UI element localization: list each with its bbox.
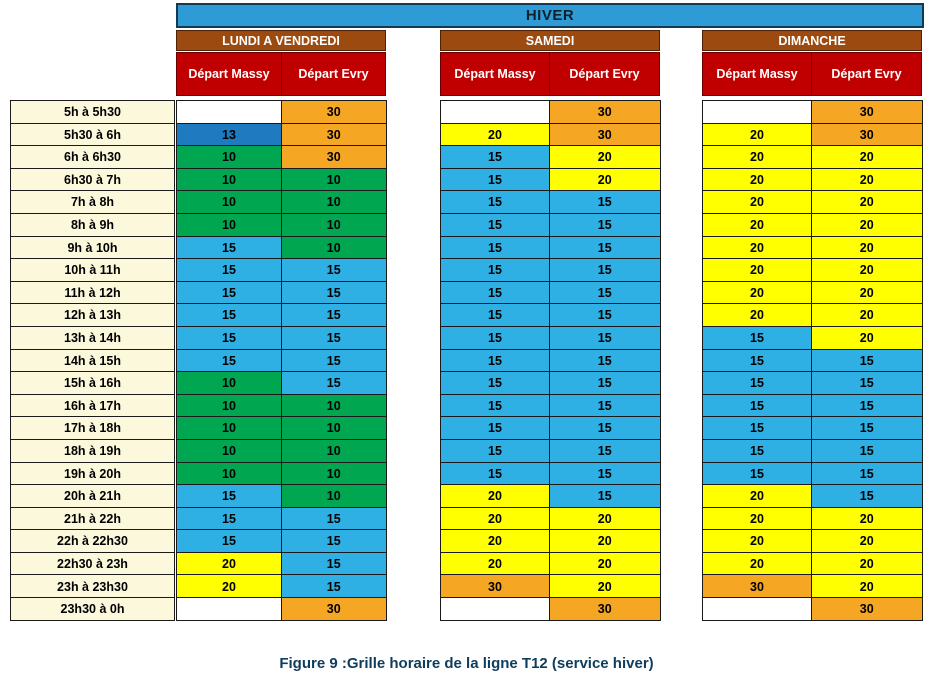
frequency-cell: 15 xyxy=(281,326,388,350)
frequency-cell: 20 xyxy=(811,529,924,553)
frequency-cell: 10 xyxy=(176,168,282,192)
frequency-cell: 15 xyxy=(281,303,388,327)
frequency-cell: 15 xyxy=(549,303,662,327)
frequency-cell: 15 xyxy=(440,394,550,418)
time-slot-label: 22h à 22h30 xyxy=(10,529,175,553)
frequency-cell: 30 xyxy=(440,574,550,598)
time-slot-label: 22h30 à 23h xyxy=(10,552,175,576)
frequency-cell: 15 xyxy=(702,394,812,418)
frequency-cell: 20 xyxy=(702,303,812,327)
time-slot-column xyxy=(10,100,175,621)
frequency-cell: 10 xyxy=(176,213,282,237)
frequency-cell: 10 xyxy=(176,371,282,395)
frequency-cell xyxy=(176,100,282,124)
frequency-cell: 20 xyxy=(702,484,812,508)
time-slot-label: 7h à 8h xyxy=(10,190,175,214)
frequency-cell xyxy=(440,100,550,124)
frequency-cell: 15 xyxy=(440,416,550,440)
frequency-cell: 15 xyxy=(440,258,550,282)
frequency-cell: 20 xyxy=(702,258,812,282)
frequency-cell: 20 xyxy=(549,507,662,531)
frequency-cell: 15 xyxy=(176,303,282,327)
frequency-cell: 20 xyxy=(440,484,550,508)
frequency-cell: 20 xyxy=(549,145,662,169)
frequency-cell: 30 xyxy=(702,574,812,598)
time-slot-label: 20h à 21h xyxy=(10,484,175,508)
frequency-cell: 15 xyxy=(549,484,662,508)
frequency-cell xyxy=(702,597,812,621)
time-slot-label: 17h à 18h xyxy=(10,416,175,440)
frequency-cell: 10 xyxy=(281,213,388,237)
frequency-cell: 20 xyxy=(549,529,662,553)
frequency-cell: 15 xyxy=(176,281,282,305)
group-header-saturday: SAMEDI xyxy=(440,30,660,51)
frequency-cell: 20 xyxy=(440,123,550,147)
frequency-cell: 10 xyxy=(281,416,388,440)
frequency-cell: 15 xyxy=(176,484,282,508)
grid-sunday xyxy=(702,100,923,621)
frequency-cell: 10 xyxy=(176,394,282,418)
time-slot-label: 13h à 14h xyxy=(10,326,175,350)
group-header-sunday: DIMANCHE xyxy=(702,30,922,51)
frequency-cell: 15 xyxy=(549,462,662,486)
frequency-cell: 10 xyxy=(176,190,282,214)
time-slot-label: 6h à 6h30 xyxy=(10,145,175,169)
time-slot-label: 10h à 11h xyxy=(10,258,175,282)
frequency-column xyxy=(176,100,282,621)
col-header-saturday-massy: Départ Massy xyxy=(440,52,550,96)
frequency-cell: 15 xyxy=(811,462,924,486)
frequency-cell: 15 xyxy=(549,236,662,260)
frequency-cell: 30 xyxy=(281,145,388,169)
frequency-cell xyxy=(702,100,812,124)
frequency-cell: 10 xyxy=(281,439,388,463)
frequency-cell: 10 xyxy=(281,168,388,192)
frequency-cell: 20 xyxy=(811,326,924,350)
frequency-column xyxy=(550,100,661,621)
frequency-cell: 20 xyxy=(811,190,924,214)
frequency-cell: 15 xyxy=(549,371,662,395)
frequency-column xyxy=(440,100,550,621)
frequency-cell: 10 xyxy=(281,190,388,214)
frequency-cell: 20 xyxy=(702,507,812,531)
frequency-cell: 15 xyxy=(440,213,550,237)
frequency-cell: 20 xyxy=(811,574,924,598)
frequency-cell: 15 xyxy=(440,371,550,395)
frequency-cell: 30 xyxy=(281,123,388,147)
frequency-cell: 20 xyxy=(702,213,812,237)
frequency-cell: 15 xyxy=(176,507,282,531)
frequency-cell: 10 xyxy=(176,462,282,486)
frequency-cell: 20 xyxy=(811,258,924,282)
time-slot-label: 9h à 10h xyxy=(10,236,175,260)
frequency-cell: 15 xyxy=(811,439,924,463)
frequency-cell: 30 xyxy=(281,100,388,124)
frequency-cell: 15 xyxy=(440,462,550,486)
frequency-cell: 20 xyxy=(811,281,924,305)
frequency-cell: 30 xyxy=(811,123,924,147)
frequency-cell: 15 xyxy=(440,303,550,327)
frequency-cell: 15 xyxy=(176,326,282,350)
time-slot-label: 5h à 5h30 xyxy=(10,100,175,124)
frequency-cell: 15 xyxy=(702,462,812,486)
time-slot-label: 19h à 20h xyxy=(10,462,175,486)
frequency-cell: 15 xyxy=(702,326,812,350)
frequency-cell: 30 xyxy=(549,123,662,147)
frequency-cell: 15 xyxy=(811,484,924,508)
frequency-cell: 30 xyxy=(549,100,662,124)
frequency-cell: 15 xyxy=(811,394,924,418)
frequency-cell: 10 xyxy=(281,484,388,508)
time-slot-label: 18h à 19h xyxy=(10,439,175,463)
frequency-cell: 15 xyxy=(281,258,388,282)
frequency-cell: 10 xyxy=(281,236,388,260)
frequency-cell: 15 xyxy=(549,439,662,463)
frequency-cell: 15 xyxy=(549,213,662,237)
frequency-column xyxy=(812,100,923,621)
frequency-cell: 20 xyxy=(176,574,282,598)
frequency-cell: 20 xyxy=(440,552,550,576)
frequency-cell: 15 xyxy=(176,258,282,282)
group-header-weekday: LUNDI A VENDREDI xyxy=(176,30,386,51)
frequency-cell: 15 xyxy=(440,439,550,463)
frequency-cell: 15 xyxy=(176,349,282,373)
frequency-cell: 15 xyxy=(811,349,924,373)
frequency-cell: 10 xyxy=(281,462,388,486)
frequency-cell: 15 xyxy=(281,574,388,598)
frequency-cell: 15 xyxy=(440,168,550,192)
frequency-cell: 15 xyxy=(702,439,812,463)
frequency-cell: 20 xyxy=(811,552,924,576)
frequency-cell: 15 xyxy=(440,236,550,260)
frequency-cell: 15 xyxy=(549,394,662,418)
col-header-sunday-evry: Départ Evry xyxy=(811,52,922,96)
time-slot-label: 16h à 17h xyxy=(10,394,175,418)
frequency-cell: 15 xyxy=(702,416,812,440)
frequency-cell: 15 xyxy=(549,349,662,373)
time-slot-label: 12h à 13h xyxy=(10,303,175,327)
frequency-cell: 15 xyxy=(281,529,388,553)
frequency-cell: 15 xyxy=(702,371,812,395)
time-slot-label: 11h à 12h xyxy=(10,281,175,305)
frequency-cell: 13 xyxy=(176,123,282,147)
frequency-column xyxy=(282,100,387,621)
time-slot-label: 6h30 à 7h xyxy=(10,168,175,192)
frequency-cell: 20 xyxy=(702,168,812,192)
time-slot-label: 23h à 23h30 xyxy=(10,574,175,598)
frequency-cell: 15 xyxy=(440,281,550,305)
frequency-cell: 15 xyxy=(549,258,662,282)
frequency-cell: 15 xyxy=(176,529,282,553)
frequency-cell: 10 xyxy=(176,416,282,440)
season-banner: HIVER xyxy=(176,3,924,28)
col-header-weekday-massy: Départ Massy xyxy=(176,52,282,96)
frequency-cell: 30 xyxy=(281,597,388,621)
frequency-cell: 20 xyxy=(811,168,924,192)
frequency-cell: 20 xyxy=(811,303,924,327)
grid-weekday xyxy=(176,100,387,621)
time-slot-label: 8h à 9h xyxy=(10,213,175,237)
frequency-cell: 10 xyxy=(281,394,388,418)
figure-caption: Figure 9 :Grille horaire de la ligne T12 (service hiver) xyxy=(279,655,654,672)
time-slot-label: 5h30 à 6h xyxy=(10,123,175,147)
frequency-cell: 15 xyxy=(549,416,662,440)
frequency-cell: 30 xyxy=(811,597,924,621)
frequency-cell: 20 xyxy=(549,552,662,576)
frequency-cell: 15 xyxy=(811,416,924,440)
frequency-cell: 30 xyxy=(549,597,662,621)
frequency-cell: 15 xyxy=(440,349,550,373)
frequency-cell: 10 xyxy=(176,145,282,169)
frequency-cell: 15 xyxy=(440,326,550,350)
frequency-column xyxy=(702,100,812,621)
frequency-cell: 15 xyxy=(281,281,388,305)
frequency-cell xyxy=(440,597,550,621)
frequency-cell: 20 xyxy=(702,281,812,305)
frequency-cell: 20 xyxy=(811,236,924,260)
time-slot-label: 21h à 22h xyxy=(10,507,175,531)
frequency-cell: 20 xyxy=(549,168,662,192)
col-header-weekday-evry: Départ Evry xyxy=(281,52,386,96)
time-slot-label: 14h à 15h xyxy=(10,349,175,373)
time-slot-label: 23h30 à 0h xyxy=(10,597,175,621)
frequency-cell: 20 xyxy=(702,529,812,553)
frequency-cell: 15 xyxy=(281,349,388,373)
frequency-cell: 20 xyxy=(702,145,812,169)
frequency-cell: 30 xyxy=(811,100,924,124)
frequency-cell: 20 xyxy=(549,574,662,598)
frequency-cell: 15 xyxy=(176,236,282,260)
frequency-cell: 15 xyxy=(549,326,662,350)
frequency-cell: 15 xyxy=(549,190,662,214)
frequency-cell: 20 xyxy=(440,507,550,531)
frequency-cell: 20 xyxy=(811,213,924,237)
frequency-cell xyxy=(176,597,282,621)
frequency-cell: 15 xyxy=(440,190,550,214)
col-header-saturday-evry: Départ Evry xyxy=(549,52,660,96)
frequency-cell: 20 xyxy=(702,552,812,576)
frequency-cell: 20 xyxy=(702,236,812,260)
frequency-cell: 20 xyxy=(811,145,924,169)
frequency-cell: 20 xyxy=(176,552,282,576)
frequency-cell: 15 xyxy=(281,552,388,576)
frequency-cell: 20 xyxy=(440,529,550,553)
frequency-cell: 20 xyxy=(811,507,924,531)
frequency-cell: 15 xyxy=(281,507,388,531)
grid-saturday xyxy=(440,100,661,621)
frequency-cell: 15 xyxy=(549,281,662,305)
frequency-cell: 15 xyxy=(702,349,812,373)
frequency-cell: 15 xyxy=(440,145,550,169)
time-slot-label: 15h à 16h xyxy=(10,371,175,395)
frequency-cell: 15 xyxy=(281,371,388,395)
frequency-cell: 20 xyxy=(702,123,812,147)
frequency-cell: 15 xyxy=(811,371,924,395)
frequency-cell: 20 xyxy=(702,190,812,214)
frequency-cell: 10 xyxy=(176,439,282,463)
col-header-sunday-massy: Départ Massy xyxy=(702,52,812,96)
